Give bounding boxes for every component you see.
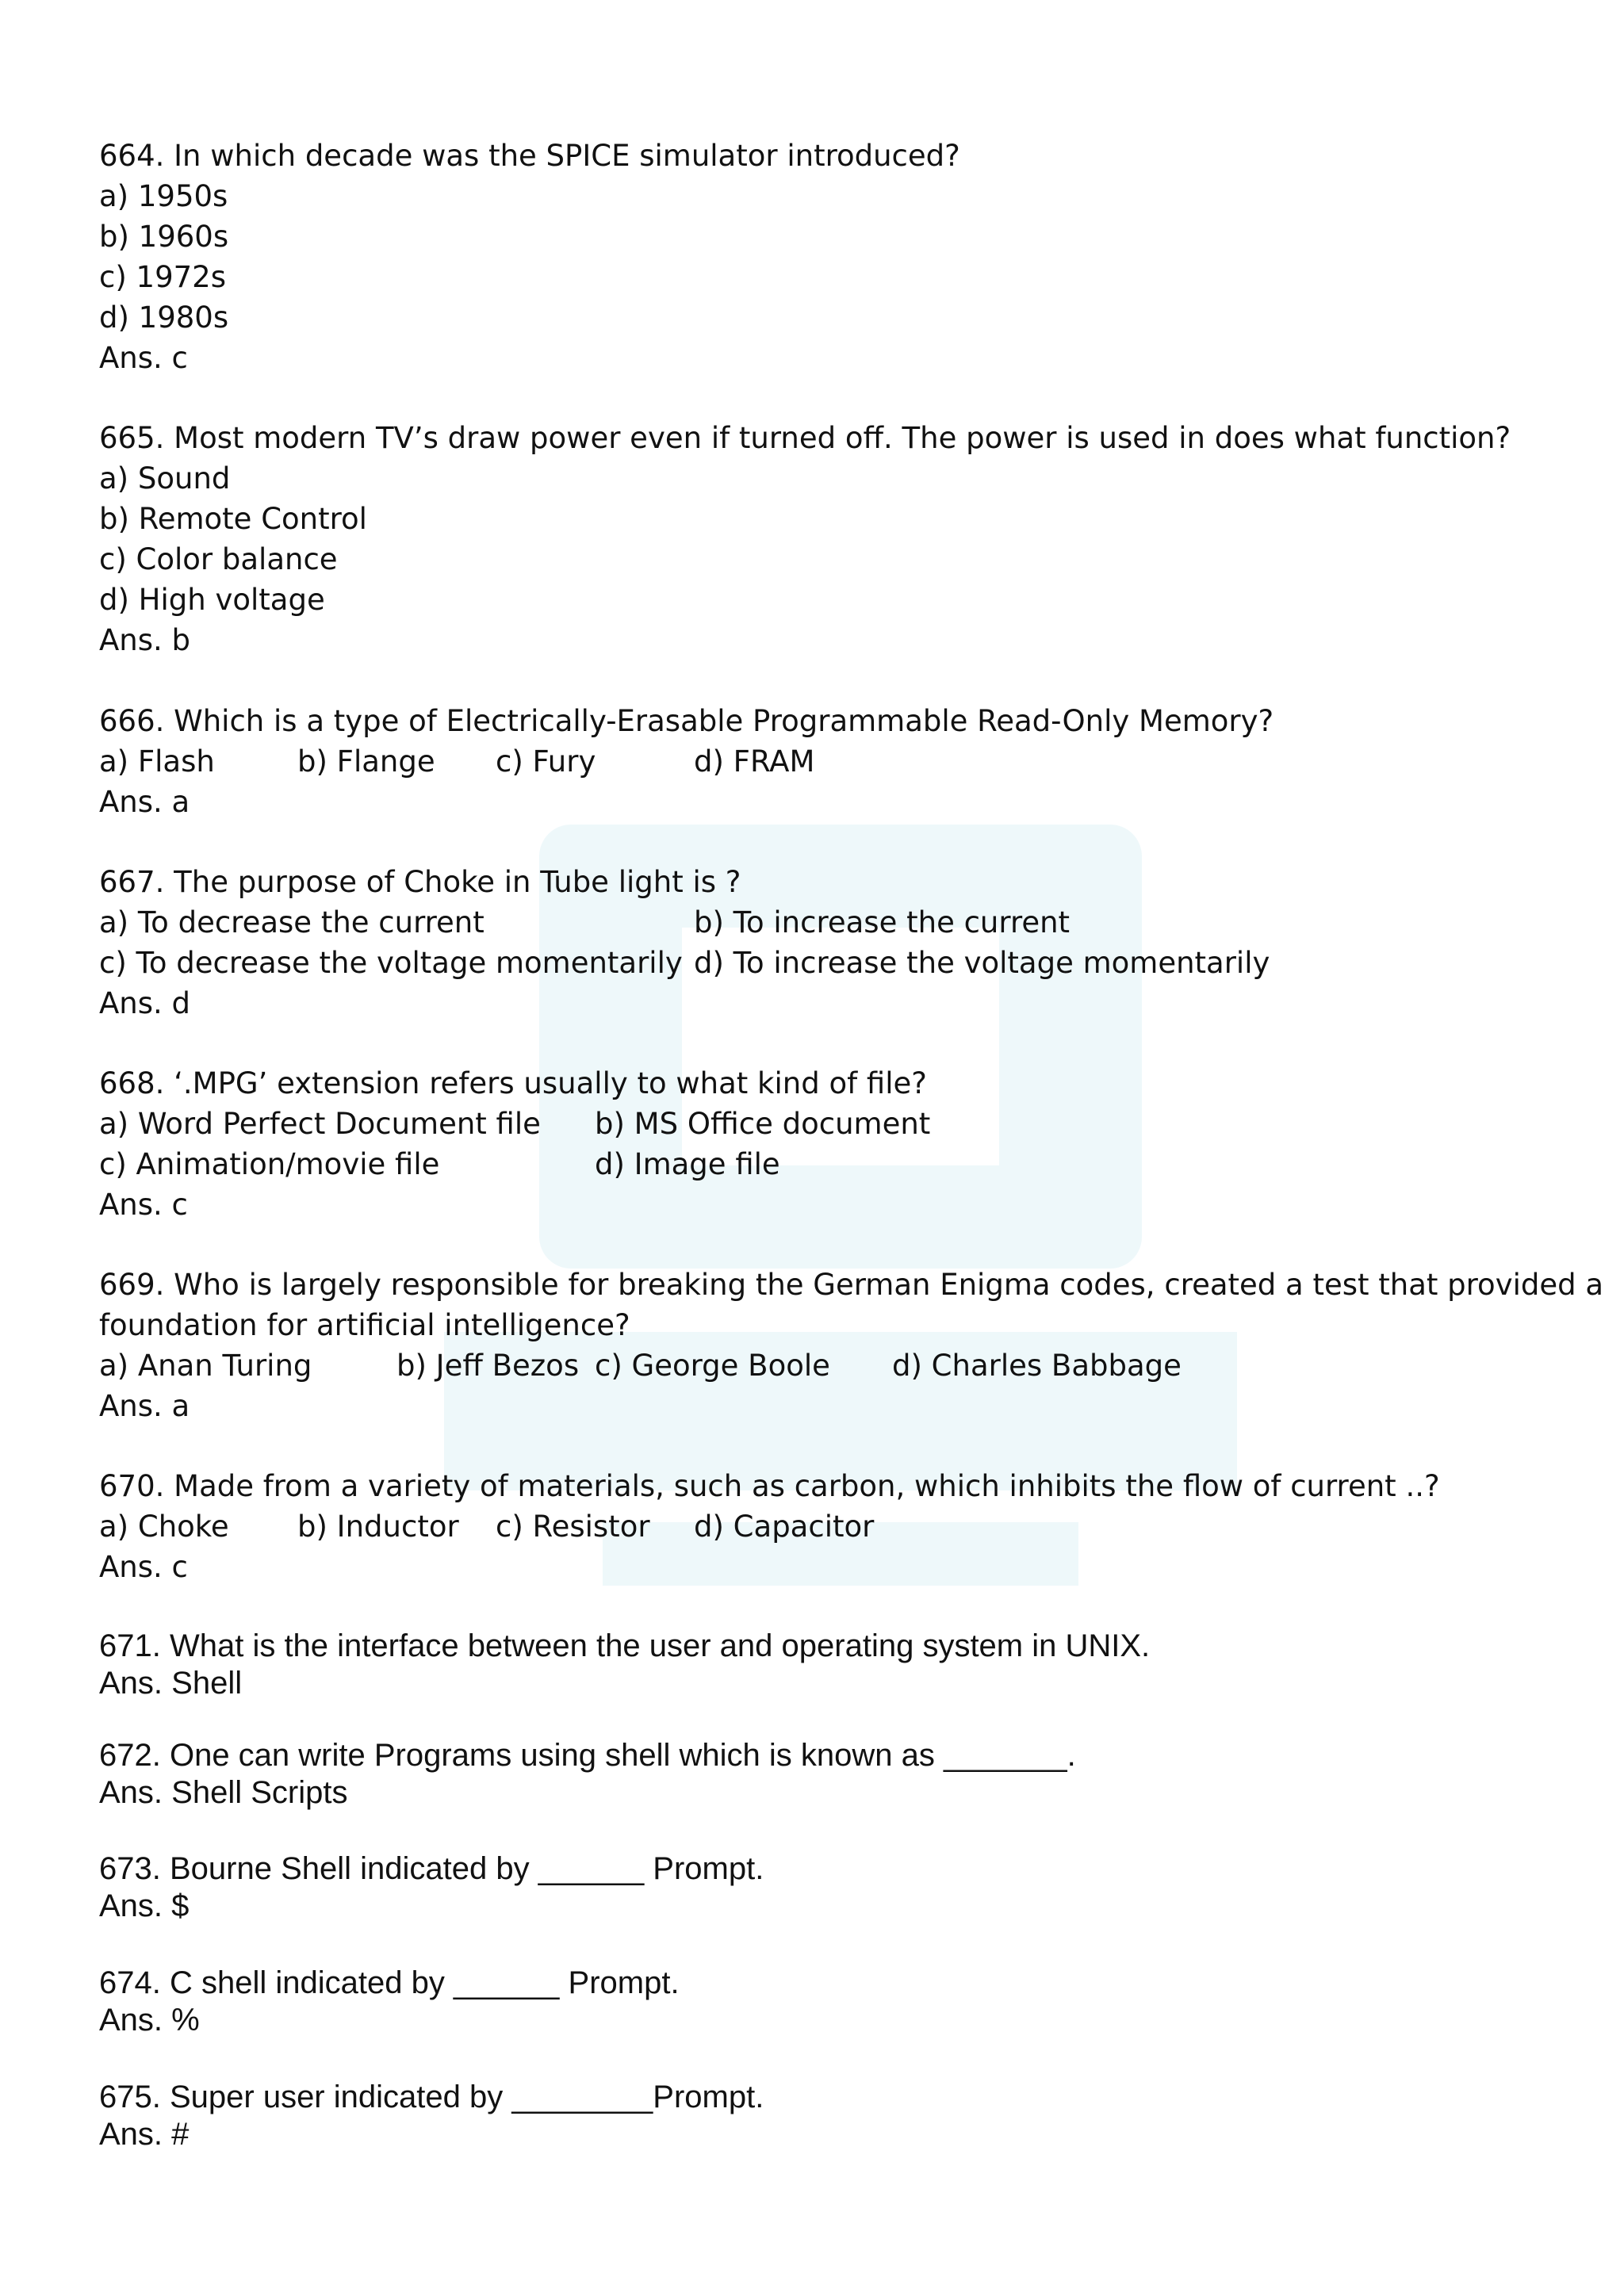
question-text-line-2: foundation for artificial intelligence? (99, 1308, 630, 1342)
answer: Ans. b (99, 623, 191, 657)
question-672 (99, 1737, 1511, 1812)
options-row (99, 1104, 1511, 1144)
question-text: 673. Bourne Shell indicated by ______ Prompt. (99, 1851, 764, 1886)
options-row (99, 902, 1511, 943)
option-b: b) MS Office document (595, 1107, 931, 1141)
question-text: 674. C shell indicated by ______ Prompt. (99, 1965, 680, 2000)
question-674 (99, 1965, 1511, 2039)
question-text: 670. Made from a variety of materials, such as carbon, which inhibits the flow of current ..? (99, 1469, 1440, 1503)
option-d: d) 1980s (99, 300, 229, 335)
option-d: d) Image file (595, 1147, 780, 1181)
options-row (99, 943, 1511, 983)
answer: Ans. $ (99, 1888, 190, 1923)
answer: Ans. c (99, 1188, 188, 1222)
question-665 (99, 418, 1511, 660)
answer: Ans. c (99, 1550, 188, 1584)
question-670 (99, 1466, 1511, 1587)
question-text: 665. Most modern TV’s draw power even if turned off. The power is used in does what function? (99, 421, 1511, 455)
option-d: d) Charles Babbage (892, 1349, 1182, 1383)
answer: Ans. a (99, 785, 190, 819)
option-d: d) FRAM (694, 744, 815, 779)
option-c: c) Fury (496, 744, 596, 779)
question-text: 664. In which decade was the SPICE simulator introduced? (99, 139, 960, 173)
option-a: a) Anan Turing (99, 1349, 312, 1383)
question-673 (99, 1850, 1511, 1925)
option-d: d) To increase the voltage momentarily (694, 946, 1270, 980)
question-text-line-1: 669. Who is largely responsible for breaking the German Enigma codes, created a test that provided a (99, 1268, 1604, 1302)
option-b: b) Remote Control (99, 502, 367, 536)
option-c: c) To decrease the voltage momentarily (99, 946, 683, 980)
option-a: a) Word Perfect Document file (99, 1107, 541, 1141)
question-text: 675. Super user indicated by ________Prompt. (99, 2080, 764, 2114)
options-row (99, 741, 1511, 782)
question-text: 668. ‘.MPG’ extension refers usually to what kind of file? (99, 1066, 927, 1100)
option-b: b) To increase the current (694, 905, 1071, 939)
answer: Ans. a (99, 1389, 190, 1423)
option-b: b) 1960s (99, 220, 229, 254)
question-text: 672. One can write Programs using shell which is known as _______. (99, 1738, 1076, 1773)
option-b: b) Flange (297, 744, 435, 779)
answer: Ans. # (99, 2117, 190, 2152)
option-c: c) Color balance (99, 542, 338, 576)
question-671 (99, 1628, 1511, 1702)
question-669 (99, 1265, 1604, 1426)
answer: Ans. Shell Scripts (99, 1775, 348, 1810)
option-d: d) High voltage (99, 583, 325, 617)
answer: Ans. Shell (99, 1666, 243, 1701)
option-a: a) Flash (99, 744, 215, 779)
answer: Ans. c (99, 341, 188, 375)
option-c: c) Resistor (496, 1510, 650, 1544)
option-a: a) 1950s (99, 179, 228, 213)
option-c: c) Animation/movie file (99, 1147, 440, 1181)
question-text: 666. Which is a type of Electrically-Erasable Programmable Read-Only Memory? (99, 704, 1274, 738)
option-c: c) George Boole (595, 1349, 830, 1383)
option-a: a) Choke (99, 1510, 229, 1544)
question-675 (99, 2079, 1511, 2153)
answer: Ans. d (99, 986, 191, 1020)
options-row (99, 1345, 1511, 1386)
question-664 (99, 136, 1511, 378)
options-row (99, 1144, 1511, 1184)
option-a: a) Sound (99, 461, 231, 496)
option-d: d) Capacitor (694, 1510, 875, 1544)
option-a: a) To decrease the current (99, 905, 485, 939)
question-668 (99, 1063, 1511, 1225)
question-text: 667. The purpose of Choke in Tube light is ? (99, 865, 741, 899)
question-text: 671. What is the interface between the user and operating system in UNIX. (99, 1628, 1151, 1663)
question-666 (99, 701, 1511, 822)
answer: Ans. % (99, 2003, 200, 2038)
option-c: c) 1972s (99, 260, 226, 294)
option-b: b) Jeff Bezos (396, 1349, 580, 1383)
question-667 (99, 862, 1511, 1024)
option-b: b) Inductor (297, 1510, 459, 1544)
options-row (99, 1506, 1511, 1547)
